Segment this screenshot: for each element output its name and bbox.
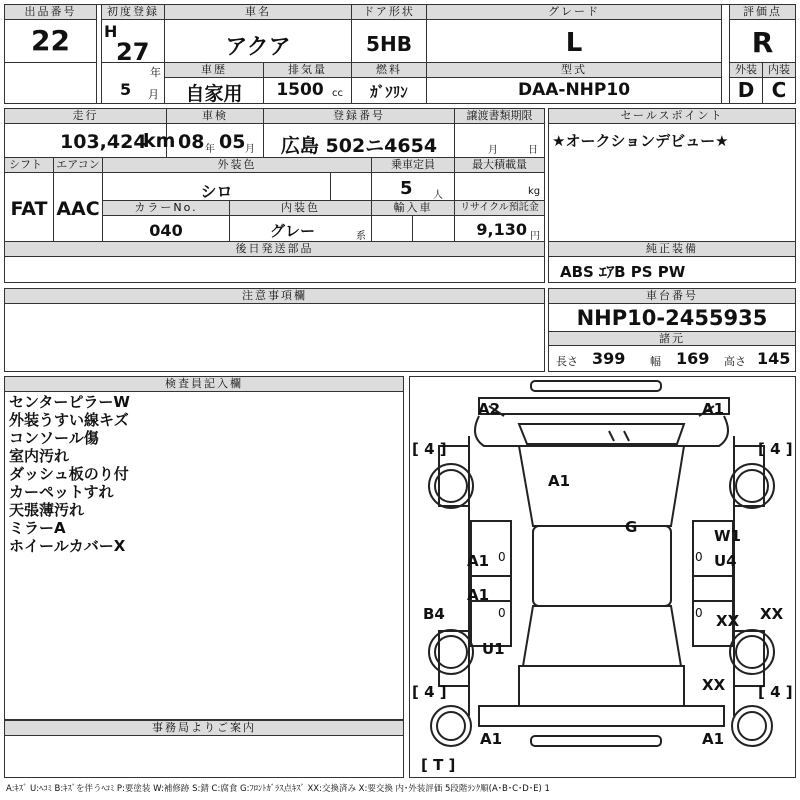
nin-unit: 人 — [433, 190, 443, 201]
note-line: 天張薄汚れ — [9, 501, 85, 519]
sales-point-box — [548, 108, 796, 242]
mark-lrd-zero: 0 — [498, 606, 506, 620]
mark-u4: U4 — [714, 552, 737, 570]
office-header: 事務局よりご案内 — [5, 721, 403, 736]
mark-b4: B4 — [423, 605, 445, 623]
exterior-header: 外装 — [730, 63, 762, 78]
int-color-value: グレー — [270, 222, 316, 240]
grade-header: グレード — [427, 5, 721, 20]
length-label: 長さ — [556, 355, 578, 368]
max-load-header: 最大積載量 — [455, 158, 544, 173]
cc-unit: cc — [332, 88, 343, 99]
ext-color-value: シロ — [200, 182, 233, 201]
history-header: 車歴 — [165, 63, 263, 78]
car-name: アクア — [225, 35, 291, 60]
aircon-header: エアコン — [54, 158, 102, 173]
history-value: 自家用 — [185, 83, 243, 105]
mark-rear-left: A1 — [480, 730, 503, 748]
registration-number: 広島 502ニ4654 — [280, 135, 438, 157]
sales-point-header: セールスポイント — [549, 109, 795, 124]
mark-rfd-zero: 0 — [695, 550, 703, 564]
caution-header: 注意事項欄 — [5, 289, 544, 304]
chassis-header: 車台番号 — [549, 289, 795, 304]
mark-left-rear-door: A1 — [467, 586, 490, 604]
mark-u1: U1 — [482, 640, 505, 658]
inspection-month: 05 — [219, 131, 246, 153]
fuel-value: ｶﾞｿﾘﾝ — [370, 83, 408, 101]
displacement-value: 1500 — [276, 80, 324, 100]
inspector-header: 検査員記入欄 — [5, 377, 403, 392]
equipment-value: ABS ｴｱB PS PW — [560, 263, 686, 281]
height-label: 高さ — [724, 355, 746, 368]
color-no-header: カラーNo. — [103, 201, 229, 216]
score-value: R — [751, 26, 774, 59]
aircon-value: AAC — [56, 198, 100, 220]
mark-xx-rear-quarter: XX — [702, 676, 726, 694]
recycle-value: 9,130 — [476, 220, 527, 239]
yen-unit: 円 — [530, 231, 540, 242]
spare-tire: [ T ] — [421, 756, 456, 774]
displacement-header: 排気量 — [264, 63, 351, 78]
exterior-grade: D — [737, 78, 755, 102]
mark-xx-rear-door: XX — [716, 612, 740, 630]
mark-xx-right: XX — [760, 605, 784, 623]
interior-header: 内装 — [763, 63, 795, 78]
note-line: ダッシュ板のり付 — [9, 465, 129, 483]
height-value: 145 — [757, 349, 791, 368]
grade-value: L — [565, 28, 583, 58]
nen-unit: 年 — [205, 144, 215, 155]
tsuki-unit: 月 — [245, 144, 255, 155]
tire-rear-left: [ 4 ] — [412, 683, 447, 701]
model-code-value: DAA-NHP10 — [517, 80, 631, 100]
mark-lfd-zero: 0 — [498, 550, 506, 564]
mark-w1: W1 — [714, 527, 741, 545]
model-code-header: 型式 — [427, 63, 721, 78]
interior-grade: C — [771, 78, 787, 102]
width-value: 169 — [676, 349, 710, 368]
kg-unit: kg — [528, 186, 541, 197]
note-line: カーペットすれ — [9, 483, 114, 501]
kei-unit: 系 — [356, 231, 366, 242]
fuel-header: 燃料 — [352, 63, 426, 78]
mark-roof: A1 — [548, 472, 571, 490]
reg-month: 5 — [120, 80, 132, 99]
shift-header: シフト — [5, 158, 53, 173]
car-diagram — [409, 376, 796, 778]
note-line: 外装うすい線キズ — [9, 411, 129, 429]
note-line: ホイールカバーX — [9, 537, 126, 555]
inspection-year: 08 — [178, 131, 205, 153]
first-reg-header: 初度登録 — [102, 5, 164, 20]
length-value: 399 — [592, 349, 626, 368]
mark-front-right: A1 — [702, 400, 725, 418]
note-line: コンソール傷 — [9, 429, 99, 447]
transfer-month: 月 — [488, 145, 498, 156]
month-unit: 月 — [148, 88, 159, 101]
transfer-day: 日 — [528, 145, 538, 156]
note-line: センターピラーW — [9, 393, 130, 411]
ext-color-header: 外装色 — [103, 158, 371, 173]
inspection-header: 車検 — [167, 109, 263, 124]
recycle-header: リサイクル預託金 — [455, 201, 544, 216]
door-header: ドア形状 — [352, 5, 426, 20]
door-type: 5HB — [366, 32, 412, 56]
mark-front-left: A2 — [478, 400, 501, 418]
mark-rrd-zero: 0 — [695, 606, 703, 620]
dims-header: 諸元 — [549, 331, 795, 346]
int-color-header: 内装色 — [230, 201, 371, 216]
note-line: ミラーA — [9, 519, 66, 537]
note-line: 室内汚れ — [9, 447, 70, 465]
later-parts-header: 後日発送部品 — [5, 242, 544, 257]
mileage-value: 103,424 — [60, 131, 147, 153]
reg-no-header: 登録番号 — [264, 109, 454, 124]
legend-text: A:ｷｽﾞ U:ﾍｺﾐ B:ｷｽﾞを伴うﾍｺﾐ P:要塗装 W:補修跡 S:錆 C:腐食 G:ﾌﾛﾝﾄｶﾞﾗｽ点ｷｽﾞ XX:交換済み X:要交換 内･外装評価 5段階ﾗﾝｸ順(A･B･C･D･E) 1 — [6, 784, 550, 794]
lot-header: 出品番号 — [5, 5, 96, 20]
mark-glass: G — [625, 518, 638, 536]
tire-rear-right: [ 4 ] — [758, 683, 793, 701]
capacity-value: 5 — [400, 178, 413, 199]
sales-point-text: ★オークションデビュー★ — [552, 132, 729, 150]
width-label: 幅 — [650, 355, 661, 368]
reg-year: 27 — [116, 38, 150, 66]
mileage-header: 走行 — [5, 109, 166, 124]
mark-left-front-door: A1 — [467, 552, 490, 570]
shift-value: FAT — [10, 198, 48, 220]
mark-rear-right: A1 — [702, 730, 725, 748]
color-no-value: 040 — [149, 221, 183, 240]
chassis-number: NHP10-2455935 — [576, 306, 768, 330]
score-header: 評価点 — [730, 5, 795, 20]
car-name-header: 車名 — [165, 5, 351, 20]
year-unit: 年 — [150, 66, 161, 79]
era-mark: H — [104, 22, 118, 41]
km-unit: km — [143, 130, 176, 152]
capacity-header: 乗車定員 — [372, 158, 454, 173]
lot-number: 22 — [31, 24, 70, 57]
tire-front-right: [ 4 ] — [758, 440, 793, 458]
tire-front-left: [ 4 ] — [412, 440, 447, 458]
import-header: 輸入車 — [372, 201, 454, 216]
inspector-notes — [9, 393, 130, 555]
transfer-header: 譲渡書類期限 — [455, 109, 544, 124]
genuine-header: 純正装備 — [549, 242, 795, 257]
